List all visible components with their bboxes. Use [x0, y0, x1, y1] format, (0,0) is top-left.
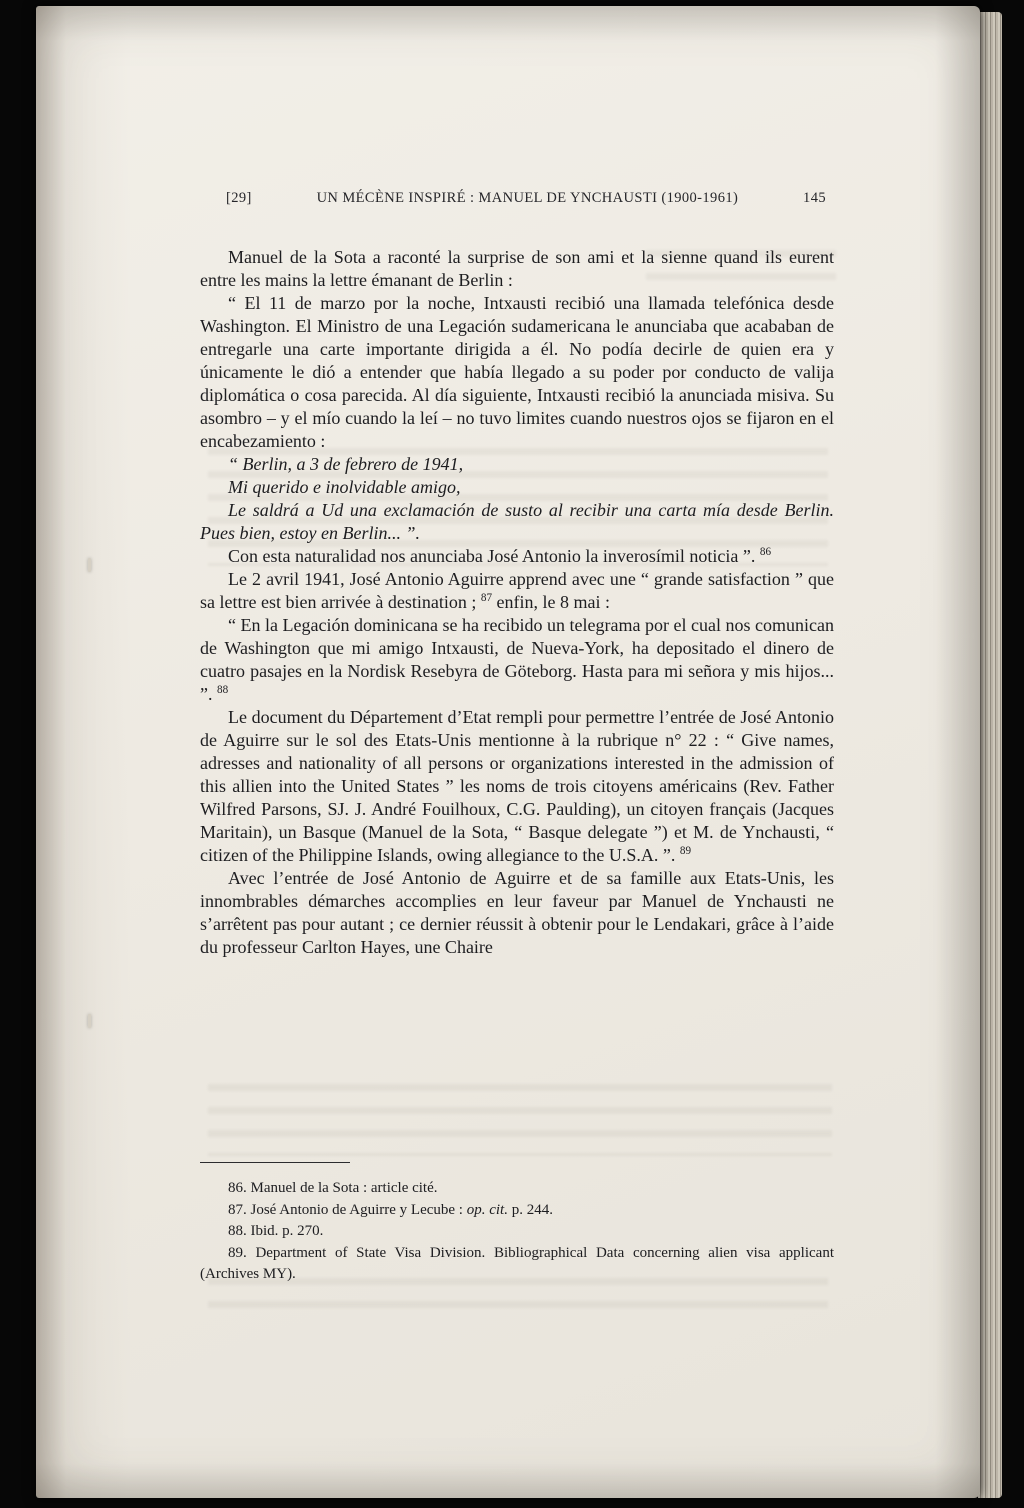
text-run: enfin, le 8 mai : [492, 592, 611, 612]
footnote-ref: 88 [217, 684, 229, 696]
text-run: Mi querido e inolvidable amigo, [228, 477, 461, 497]
text-run: 86. Manuel de la Sota : article cité. [228, 1180, 438, 1196]
quoted-letter-line [200, 499, 834, 545]
binding-stitch [88, 558, 91, 572]
paragraph [200, 867, 834, 959]
book-page [36, 6, 980, 1498]
binding-stitch [88, 1014, 91, 1028]
paragraph [200, 545, 834, 568]
text-run: 88. Ibid. p. 270. [228, 1223, 324, 1239]
footnote [200, 1178, 834, 1200]
paragraph [200, 614, 834, 706]
text-run: Le saldrá a Ud una exclamación de susto al recibir una carta mía desde Berlin. Pues bien, estoy en Berlin... ”. [200, 500, 834, 543]
text-run: 89. Department of State Visa Division. Bibliographical Data concerning alien visa applicant (Archives MY). [200, 1244, 834, 1282]
footnote [200, 1200, 834, 1222]
text-run: Con esta naturalidad nos anunciaba José Antonio la inverosímil noticia ”. [228, 546, 760, 566]
paragraph [200, 568, 834, 614]
text-run: Avec l’entrée de José Antonio de Aguirre et de sa famille aux Etats-Unis, les innombrables démarches accomplies en leur faveur par Manuel de Ynchausti ne s’arrêtent pas pour autant ; ce dernier réussit à obtenir pour le Lendakari, grâce à l’aide du professeur Carlton Hayes, une Chaire [200, 868, 834, 957]
footnote [200, 1221, 834, 1243]
running-title: UN MÉCÈNE INSPIRÉ : MANUEL DE YNCHAUSTI (1900-1961) [316, 190, 739, 206]
footnote-ref: 89 [679, 845, 692, 857]
footnote [200, 1243, 834, 1286]
footnote-ref: 87 [480, 592, 493, 604]
text-run: “ El 11 de marzo por la noche, Intxausti recibió una llamada telefónica desde Washington. El Ministro de una Legación sudamericana le anunciaba que acababan de entregarle una carte importante dirigida a él. No podía decirle de quien era y únicamente le dió a entender que había llegado a su poder por conducto de valija diplomática o cosa parecida. Al día siguiente, Intxausti recibió la anunciada misiva. Su asombro – y el mío cuando la leí – no tuvo limites cuando nuestros ojos se fijaron en el encabezamiento : [200, 293, 834, 451]
quoted-letter-line [200, 476, 834, 499]
footnotes [200, 1178, 834, 1286]
bleed-through-ghost [208, 1084, 832, 1156]
page-body [200, 246, 834, 959]
paragraph [200, 706, 834, 867]
paragraph [200, 246, 834, 292]
text-run: p. 244. [507, 1201, 553, 1218]
text-run: “ Berlin, a 3 de febrero de 1941, [228, 454, 464, 474]
text-run: “ En la Legación dominicana se ha recibido un telegrama por el cual nos comunican de Washington que mi amigo Intxausti, de Nueva-York, ha depositado el dinero de cuatro pasajes en la Nordisk Resebyra de Göteborg. Hasta para mi señora y mis hijos... ”. [200, 615, 834, 704]
text-run: op. cit. [466, 1201, 508, 1218]
text-run: Le 2 avril 1941, José Antonio Aguirre apprend avec une “ grande satisfaction ” que sa lettre est bien arrivée à destination ; [200, 569, 834, 612]
article-index: [29] [226, 190, 252, 206]
quoted-letter-line [200, 453, 834, 476]
text-run: 87. José Antonio de Aguirre y Lecube : [228, 1201, 467, 1218]
page-number: 145 [803, 190, 826, 206]
running-header [200, 190, 834, 207]
right-page-stack-edge [978, 12, 1002, 1498]
text-run: Manuel de la Sota a raconté la surprise de son ami et la sienne quand ils eurent entre les mains la lettre émanant de Berlin : [200, 247, 834, 290]
footnote-ref: 86 [759, 546, 772, 558]
text-run: Le document du Département d’Etat rempli pour permettre l’entrée de José Antonio de Aguirre sur le sol des Etats-Unis mentionne à la rubrique n° 22 : “ Give names, adresses and nationality of all persons or organizations interested in the admission of this allien into the United States ” les noms de trois citoyens américains (Rev. Father Wilfred Parsons, SJ. J. André Fouilhoux, C.G. Paulding), un citoyen français (Jacques Maritain), un Basque (Manuel de la Sota, “ Basque delegate ”) et M. de Ynchausti, “ citizen of the Philippine Islands, owing allegiance to the U.S.A. ”. [200, 707, 834, 865]
footnote-separator [200, 1162, 350, 1163]
paragraph [200, 292, 834, 453]
